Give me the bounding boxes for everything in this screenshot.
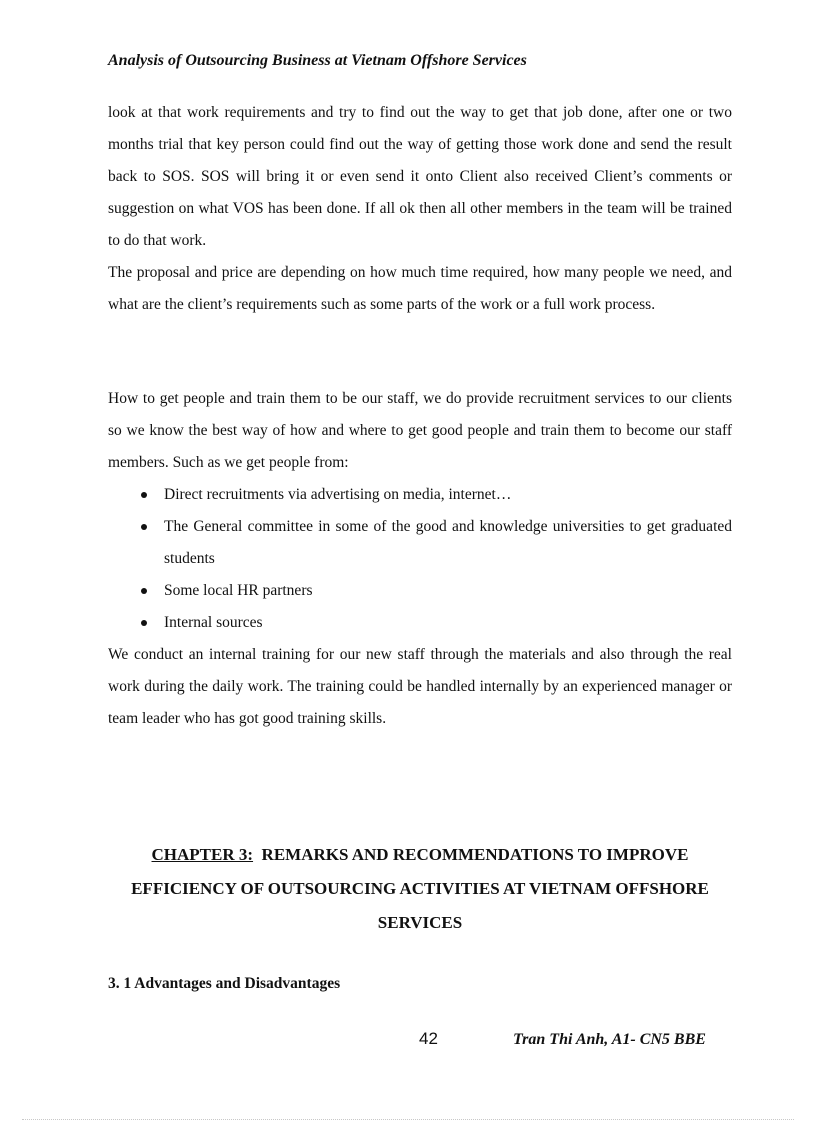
page-bottom-divider xyxy=(22,1119,794,1120)
bullet-icon xyxy=(141,492,147,498)
footer-author: Tran Thi Anh, A1- CN5 BBE xyxy=(513,1031,706,1048)
running-header: Analysis of Outsourcing Business at Vietnam Offshore Services xyxy=(108,52,527,69)
chapter-heading xyxy=(108,838,732,940)
list-item xyxy=(108,607,732,639)
list-item xyxy=(108,479,732,511)
page-number: 42 xyxy=(419,1029,438,1048)
list-item xyxy=(108,511,732,575)
paragraph-internal-training: We conduct an internal training for our new staff through the materials and also through the real work during the daily work. The training could be handled internally by an experienced manager or team leader who has got good training skills. xyxy=(108,646,732,727)
recruitment-sources-list xyxy=(108,479,732,639)
paragraph-proposal-price: The proposal and price are depending on how much time required, how many people we need, and what are the client’s requirements such as some parts of the work or a full work process. xyxy=(108,264,732,313)
paragraph-work-requirements: look at that work requirements and try to find out the way to get that job done, after one or two months trial that key person could find out the way of getting those work done and send the result back to SOS. SOS will bring it or even send it onto Client also received Client’s comments or suggestion on what VOS has been done. If all ok then all other members in the team will be trained to do that work. xyxy=(108,104,732,249)
section-heading: 3. 1 Advantages and Disadvantages xyxy=(108,975,341,992)
bullet-icon xyxy=(141,588,147,594)
list-item-text: Some local HR partners xyxy=(164,582,313,599)
paragraph-recruitment: How to get people and train them to be our staff, we do provide recruitment services to our clients so we know the best way of how and where to get good people and train them to become our staff members. Such as we get people from: xyxy=(108,390,732,471)
chapter-label: CHAPTER 3: xyxy=(151,845,254,864)
body-text-top xyxy=(108,97,732,321)
list-item-text: Direct recruitments via advertising on media, internet… xyxy=(164,486,512,503)
list-item-text: Internal sources xyxy=(164,614,263,631)
body-text-recruitment xyxy=(108,383,732,735)
list-item xyxy=(108,575,732,607)
bullet-icon xyxy=(141,620,147,626)
list-item-text: The General committee in some of the good and knowledge universities to get graduated students xyxy=(164,518,732,567)
bullet-icon xyxy=(141,524,147,530)
chapter-title: REMARKS AND RECOMMENDATIONS TO IMPROVE EFFICIENCY OF OUTSOURCING ACTIVITIES AT VIETNAM OFFSHORE SERVICES xyxy=(131,845,709,932)
